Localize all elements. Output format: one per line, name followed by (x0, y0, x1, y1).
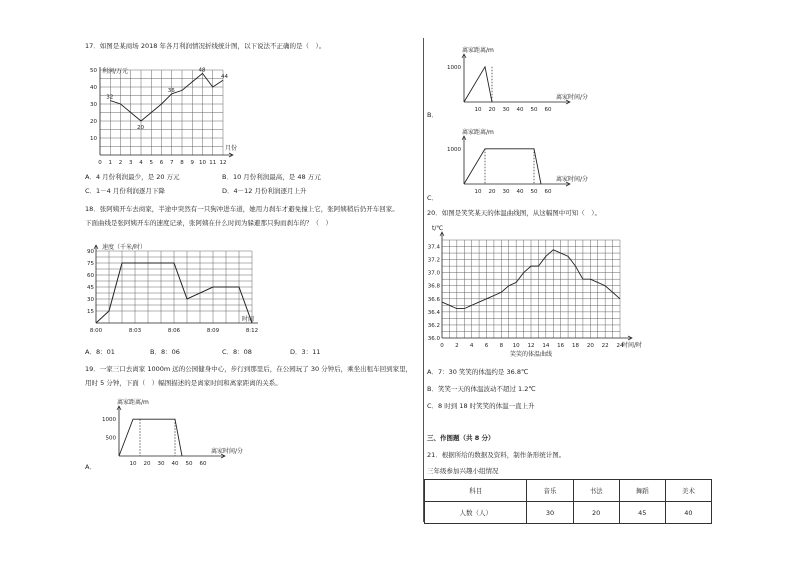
q17-option-d[interactable]: D．4－12 月份利润逐月上升 (222, 187, 307, 195)
q19-option-c-label[interactable]: C． (427, 194, 439, 202)
x-tick-label: 50 (185, 461, 193, 467)
series-line (119, 419, 182, 456)
x-tick-label: 20 (143, 461, 151, 467)
x-tick-label: 0 (440, 343, 444, 349)
profit-line-chart (88, 58, 238, 168)
q17-option-c[interactable]: C．1－4 月份利润逐月下降 (85, 187, 165, 195)
x-tick-label: 3 (129, 160, 133, 166)
table-row-label: 人数（人） (425, 502, 527, 524)
x-tick-label: 22 (601, 343, 609, 349)
x-tick-label: 8 (180, 160, 184, 166)
x-tick-label: 4 (469, 343, 474, 349)
x-tick-label: 6 (484, 343, 489, 349)
section-3-heading: 三、作图题（共 8 分） (427, 434, 495, 442)
interest-group-table (424, 479, 712, 524)
data-label: 48 (198, 67, 206, 74)
q19-option-b-label[interactable]: B． (427, 111, 438, 119)
q17-option-a[interactable]: A．4 月份利润最少，是 20 万元 (85, 173, 180, 181)
data-label: 36 (167, 87, 175, 94)
q20-option-c[interactable]: C．8 时到 18 时笑笑的体温一直上升 (427, 402, 535, 410)
x-axis-label: 时间/时 (622, 342, 643, 349)
y-tick-label: 90 (87, 249, 94, 255)
x-tick-label: 18 (572, 343, 579, 349)
y-tick-label: 37.2 (427, 257, 440, 264)
data-label: 20 (137, 125, 144, 131)
series-line (464, 67, 492, 102)
x-tick-label: 14 (542, 343, 550, 349)
x-tick-label: 11 (209, 160, 217, 166)
x-tick-label: 8:09 (206, 328, 220, 334)
q19-text-2: 用时 5 分钟，下面（ ）幅图描述的是离家时间和离家距离的关系。 (85, 379, 282, 387)
y-tick-label: 20 (90, 119, 97, 125)
q18-option-c[interactable]: C．8：08 (222, 348, 252, 356)
y-tick-label: 1000 (447, 146, 461, 153)
y-tick-label: 1000 (102, 417, 116, 424)
x-tick-label: 8:03 (128, 328, 142, 334)
x-tick-label: 6 (159, 160, 164, 166)
q18-option-a[interactable]: A．8：01 (85, 348, 115, 356)
q21-text: 21．根据所给的数据及资料，制作条形统计图。 (427, 451, 566, 459)
x-tick-label: 40 (516, 107, 524, 113)
table-header-cell: 书法 (573, 480, 619, 502)
x-axis-label: 离家时间/分 (211, 448, 244, 455)
x-tick-label: 4 (139, 160, 143, 166)
x-tick-label: 50 (530, 189, 538, 195)
table-cell: 20 (573, 502, 619, 524)
x-tick-label: 60 (544, 107, 552, 113)
x-tick-label: 10 (474, 189, 482, 195)
q18-option-b[interactable]: B．8：06 (150, 348, 180, 356)
table-header-cell: 科目 (425, 480, 527, 502)
x-tick-label: 8:06 (167, 328, 181, 334)
x-tick-label: 16 (557, 343, 565, 349)
y-tick-label: 500 (105, 435, 116, 442)
table-cell: 45 (619, 502, 665, 524)
table-header-cell: 音乐 (527, 480, 573, 502)
table-header-cell: 舞蹈 (619, 480, 665, 502)
data-label: 32 (106, 94, 114, 101)
x-tick-label: 10 (474, 107, 482, 113)
q20-text: 20．如图是笑笑某天的体温曲线图，从这幅图中可知（ ）。 (427, 209, 602, 217)
x-axis-label: 离家时间/分 (556, 176, 589, 183)
y-tick-label: 37.0 (427, 270, 440, 277)
x-axis-label: 离家时间/分 (556, 94, 589, 101)
y-axis-label: 速度（千米/时） (102, 244, 147, 251)
y-axis-label: 离家距离/m (462, 47, 494, 54)
y-tick-label: 45 (87, 285, 94, 291)
y-tick-label: 30 (90, 102, 97, 108)
x-tick-label: 30 (157, 461, 165, 467)
x-tick-label: 40 (516, 189, 524, 195)
x-tick-label: 50 (530, 107, 538, 113)
y-tick-label: 40 (90, 85, 97, 91)
x-tick-label: 5 (149, 160, 153, 166)
q18-option-d[interactable]: D．3：11 (290, 348, 321, 356)
y-tick-label: 36.6 (427, 296, 440, 303)
y-tick-label: 15 (87, 309, 94, 315)
x-tick-label: 12 (219, 160, 227, 166)
x-tick-label: 60 (544, 189, 552, 195)
x-tick-label: 7 (170, 160, 174, 166)
x-tick-label: 8:00 (89, 328, 103, 334)
y-tick-label: 1000 (447, 64, 461, 71)
column-divider (423, 38, 424, 522)
q19-option-a-label[interactable]: A． (85, 463, 96, 471)
q17-text: 17．如图是某商场 2018 年各月利润情况折线统计图，以下说法不正确的是（ ）。 (85, 42, 326, 50)
x-tick-label: 8:12 (245, 328, 259, 334)
distance-chart-a (95, 396, 255, 468)
speed-line-chart (86, 238, 266, 338)
x-tick-label: 8 (499, 343, 504, 349)
temperature-line-chart (428, 226, 660, 356)
series-line (464, 149, 541, 184)
y-tick-label: 37.4 (427, 244, 440, 251)
table-cell: 40 (665, 502, 711, 524)
table-cell: 30 (527, 502, 573, 524)
x-tick-label: 30 (502, 189, 510, 195)
x-tick-label: 10 (199, 160, 206, 166)
table-title: 三年级参加兴趣小组情况 (427, 467, 499, 475)
x-axis-label: 月份 (225, 145, 238, 152)
q19-text-1: 19．一家三口去离家 1000m 远的公园健身中心，步行到那里后，在公园玩了 30 分钟后，乘坐出租车回到家里， (85, 365, 413, 373)
y-tick-label: 30 (87, 297, 94, 303)
y-axis-label: t/℃ (432, 225, 444, 232)
y-axis-label: 离家距离/m (117, 399, 149, 406)
table-header-cell: 美术 (665, 480, 711, 502)
y-tick-label: 36.0 (427, 336, 440, 342)
y-tick-label: 60 (87, 273, 94, 279)
table-row (425, 502, 712, 524)
y-tick-label: 10 (90, 136, 97, 142)
x-tick-label: 24 (616, 343, 624, 349)
x-tick-label: 10 (512, 343, 520, 349)
table-header-row (425, 480, 712, 502)
y-tick-label: 50 (90, 68, 97, 74)
q18-text-2: 下面曲线是张阿姨开车的速度记录，张阿姨在什么时间为躲避那只狗而刹车的？（ ） (85, 219, 332, 227)
y-axis-label: 利润/万元 (102, 68, 129, 75)
x-tick-label: 1 (108, 160, 112, 166)
distance-chart-c (440, 126, 600, 194)
x-tick-label: 20 (488, 189, 496, 195)
x-tick-label: 40 (171, 461, 179, 467)
x-tick-label: 2 (455, 343, 459, 349)
distance-chart-b (440, 44, 600, 112)
y-tick-label: 36.8 (427, 283, 440, 290)
x-tick-label: 10 (129, 461, 137, 467)
y-axis-label: 离家距离/m (462, 129, 494, 136)
y-tick-label: 75 (87, 261, 94, 267)
q20-option-b[interactable]: B．笑笑一天的体温波动不超过 1.2℃ (427, 385, 536, 393)
y-tick-label: 36.2 (427, 322, 440, 329)
x-tick-label: 2 (118, 160, 123, 166)
x-tick-label: 9 (190, 160, 194, 166)
series-line (110, 73, 223, 121)
q17-option-b[interactable]: B．10 月份利润最高，是 48 万元 (222, 173, 321, 181)
x-tick-label: 20 (488, 107, 496, 113)
x-tick-label: 12 (527, 343, 535, 349)
x-axis-label: 时间 (242, 316, 255, 323)
q18-text-1: 18．张阿姨开车去商家，半途中突然有一只狗冲进车道，她用力刹车才避免撞上它，张阿姨稍后仍开车回家。 (85, 205, 399, 213)
x-tick-label: 60 (199, 461, 207, 467)
data-label: 44 (221, 74, 228, 81)
x-tick-label: 0 (98, 160, 102, 166)
x-tick-label: 20 (586, 343, 594, 349)
chart-title: 笑笑的体温曲线 (509, 351, 553, 358)
q20-option-a[interactable]: A．7：30 笑笑的体温约是 36.8℃ (427, 368, 529, 376)
y-tick-label: 36.4 (427, 309, 440, 316)
x-tick-label: 30 (502, 107, 510, 113)
